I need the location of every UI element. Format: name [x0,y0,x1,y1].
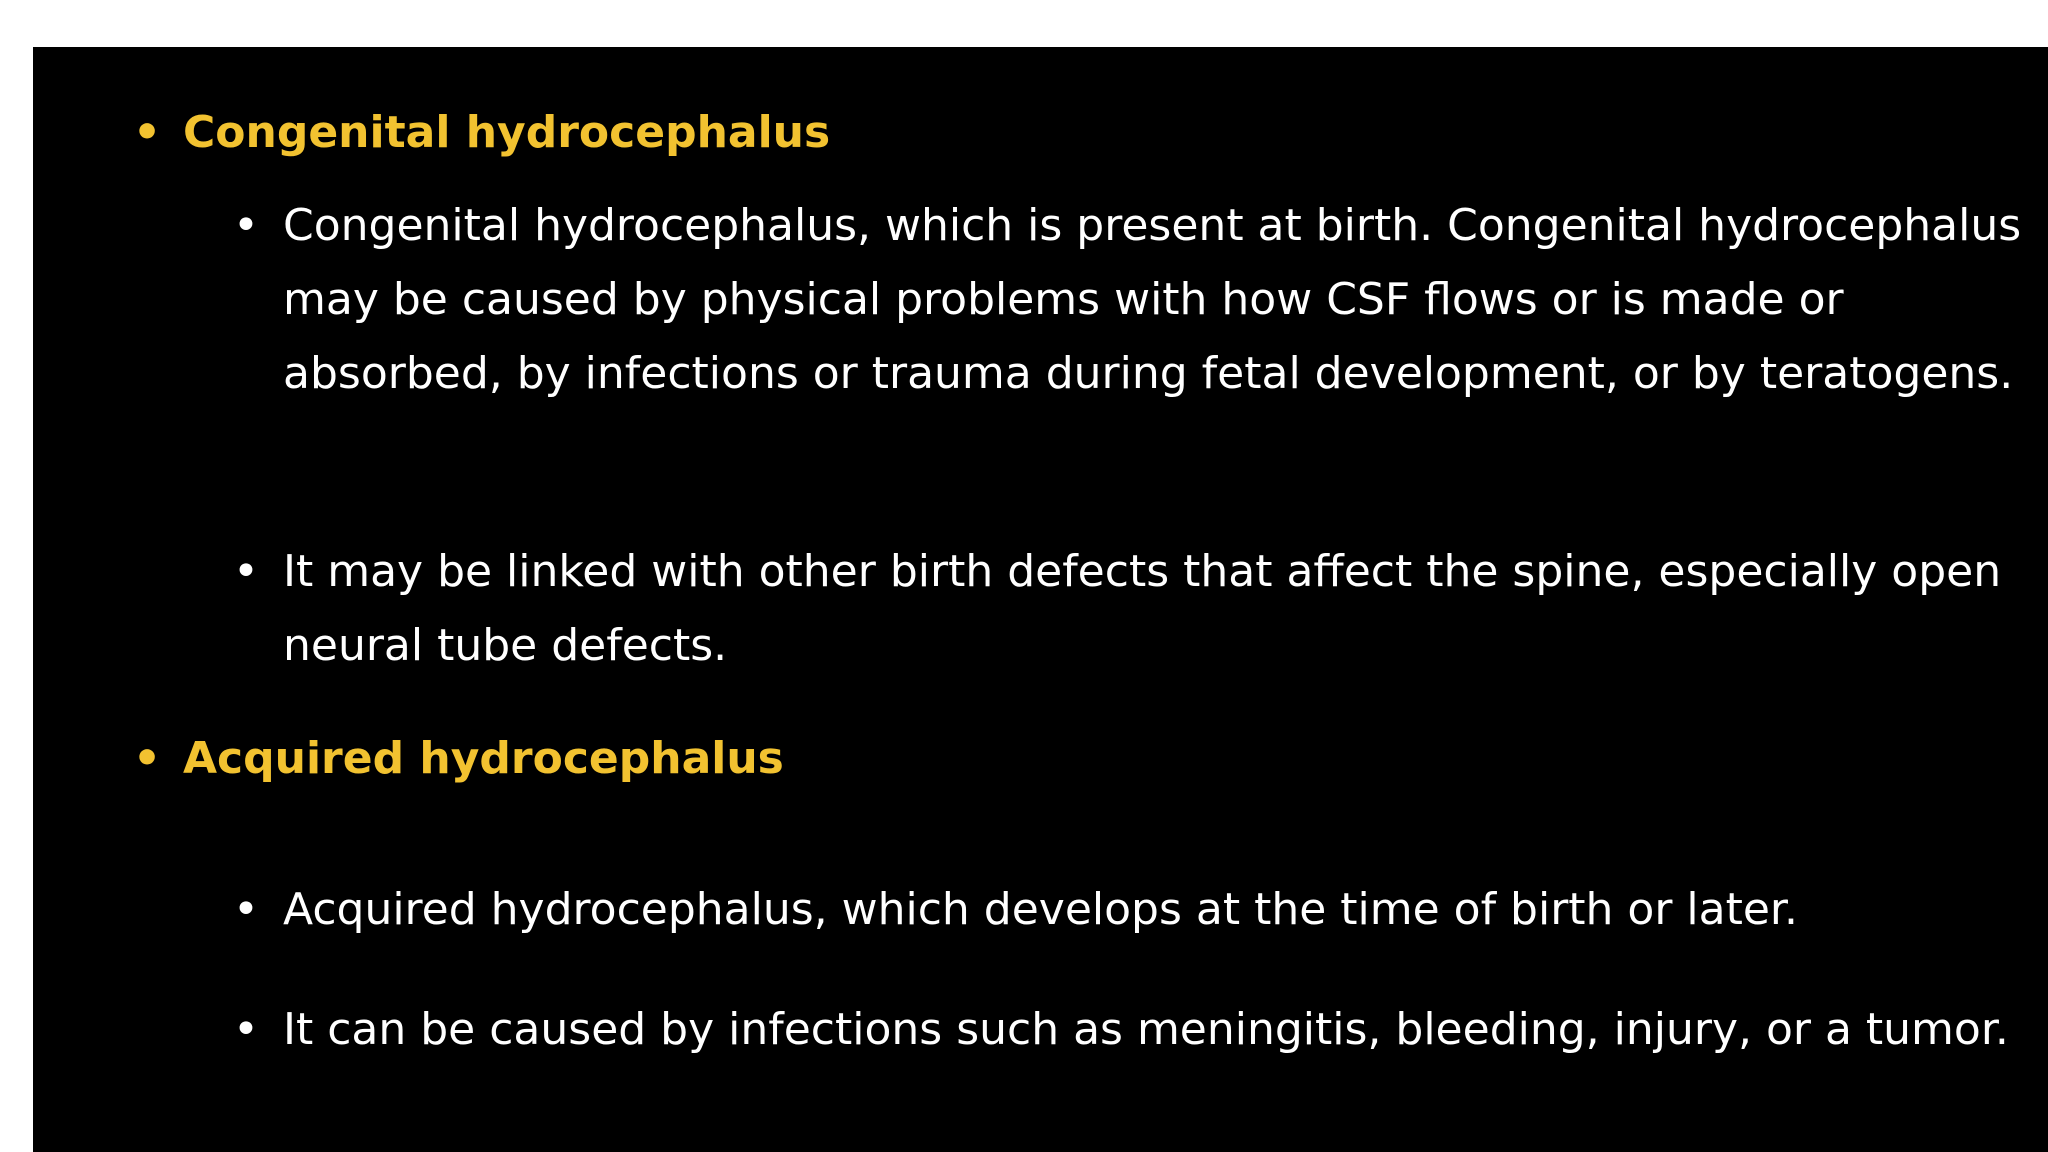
list-item-text: It can be caused by infections such as meningitis, bleeding, injury, or a tumor. [283,1004,2009,1055]
section-heading-acquired [133,729,784,789]
list-item [233,535,2048,683]
section-heading-congenital [133,103,830,163]
slide [33,47,2048,1152]
bullet-icon: • [233,884,259,935]
list-item-text: Acquired hydrocephalus, which develops at the time of birth or later. [283,884,1798,935]
bullet-icon: • [233,200,259,251]
list-item-text: It may be linked with other birth defects that affect the spine, especially open neural tube defects. [283,546,2002,671]
bullet-icon: • [233,546,259,597]
list-item-text: Congenital hydrocephalus, which is present at birth. Congenital hydrocephalus may be caused by physical problems with how CSF flows or is made or absorbed, by infections or trauma during fetal development, or by teratogens. [283,200,2022,399]
bullet-icon: • [233,1004,259,1055]
bullet-icon: • [133,107,162,158]
list-item [233,882,2048,938]
list-item [233,189,2048,411]
bullet-icon: • [133,733,162,784]
list-item [233,1002,2048,1058]
section-heading-text: Congenital hydrocephalus [183,107,831,158]
section-heading-text: Acquired hydrocephalus [183,733,784,784]
